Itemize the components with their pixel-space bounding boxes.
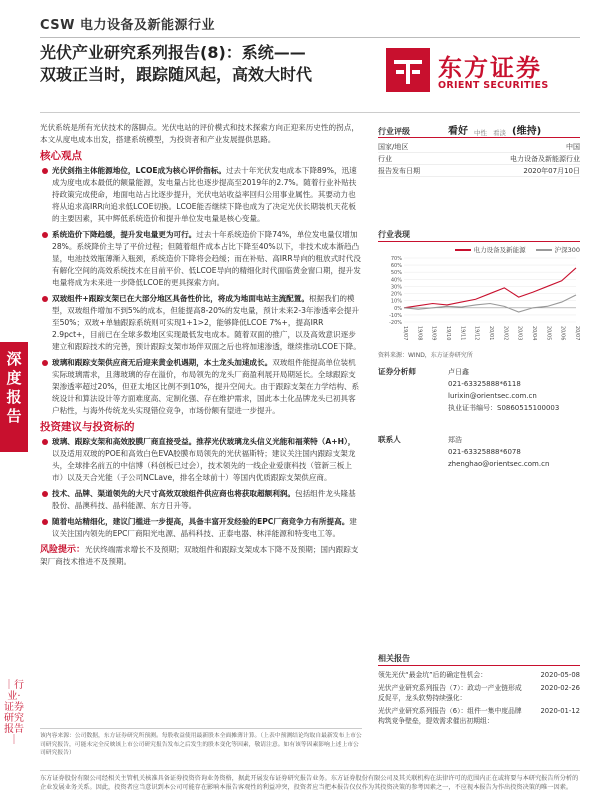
chart-source: 资料来源：WIND，东方证券研究所 (378, 352, 473, 359)
analyst-block (378, 366, 580, 414)
y-tick-label: 60% (390, 263, 402, 270)
invest-bullet-1 (40, 436, 362, 484)
y-tick-label: -20% (389, 320, 402, 326)
bullet-lead: 玻璃、跟踪支架和高效胶膜厂商直接受益。推荐光伏玻璃龙头信义光能和福莱特（A+H）， (52, 437, 356, 446)
related-reports (378, 652, 580, 729)
x-tick-label: 20/07 (574, 326, 580, 341)
contact-name: 郑浩 (448, 436, 462, 444)
bullet-lead: 技术、品牌、渠道领先的大尺寸高效双玻组件供应商也将获取超额利润。 (52, 489, 295, 498)
bullet-text: 建议关注国内领先的EPC厂商阳光电源、晶科科技、正泰电器、林洋能源和特变电工等。 (52, 517, 357, 538)
intro-paragraph: 光伏系统是所有光伏技术的落脚点。光伏电站的评价模式和技术探索方向正迎来历史性的拐点，本文从度电成本出发，搭建系统模型，为投资者和产业发展提供思路。 (40, 123, 359, 144)
related-item[interactable] (378, 670, 580, 680)
side-tag-line-2: 报告 (6, 388, 22, 425)
x-tick-label: 20/03 (516, 326, 523, 341)
analyst-email[interactable]: lurixin@orientsec.com.cn (448, 392, 537, 400)
related-title: 光伏产业研究系列报告（6）：组件一集中度品牌构筑竞争壁垒，提效需求催出初期组： (378, 707, 522, 725)
x-tick-label: 19/10 (445, 326, 451, 341)
y-tick-label: 20% (390, 291, 402, 298)
info-value: 2020年07月10日 (523, 167, 580, 175)
side-tag (0, 342, 28, 452)
report-title (40, 42, 360, 86)
info-table (378, 141, 580, 177)
legend-label-a: 电力设备及新能源 (473, 246, 526, 254)
bullet-dot-icon (42, 168, 48, 174)
bullet-lead: 双玻组件+跟踪支架已在大部分地区具备性价比，将成为地面电站主流配置。 (52, 294, 309, 303)
related-heading: 相关报告 (378, 652, 580, 666)
rating-status: (维持) (512, 126, 542, 137)
related-date: 2020-02-26 (540, 684, 580, 692)
info-key: 报告发布日期 (378, 167, 420, 175)
performance-chart (378, 254, 580, 346)
legend-item-b (536, 245, 580, 254)
bullet-text: 过去十年光伏发电成本下降89%，迅速成为度电成本最低的额量能源，发电量占比也逐步提高至2019年的2.7%。随着行业补贴扶持政策完成使命，地面电站占比逐步提升，光伏电站收益率回归公用事业属性。其要动力也将从追求高IRR向追求低LCOE切换。LCOE能否继续下降也成为了决定光伏长期装机天花板的主要因素，其中辉低系统造价和提升单位发电量是核心变量。 (52, 166, 357, 223)
bullet-text: 包括组件龙头隆基股份、晶澳科技、晶科能源、东方日升等。 (52, 489, 356, 510)
risk-text: 光伏终端需求增长不及预期；双玻组件和跟踪支架成本下降不及预期；国内跟踪支架厂商技术推进不及预期。 (40, 545, 359, 566)
logo-text-en: ORIENT SECURITIES (438, 80, 549, 91)
core-bullet-1 (40, 165, 362, 225)
bullet-dot-icon (42, 360, 48, 366)
contact-label: 联系人 (378, 435, 401, 444)
rating-row (378, 122, 580, 138)
bullet-text: 双玻组件能提高单位装机实际玻璃需求，且薄玻璃的存在溢价，布局领先的龙头厂商盈利展开局期延长。全球跟踪支架渗透率超过20%，但亚太地区比例不到10%，提升空间大。由于跟踪支架在力学结构、系统设计和算法设计等方面难度高、定制化强、存在维护需求，国此本土化品牌龙头已初具客户粘性，与海外传统龙头实现错位竞争，市场份额有望进一步提升。 (52, 358, 360, 415)
legend-item-a (455, 245, 526, 254)
related-item[interactable] (378, 683, 580, 703)
bullet-lead: 光伏剑指主体能源地位，LCOE成为核心评价指标。 (52, 166, 226, 175)
bullet-text: 根据我们的模型，双玻组件增加不到5%的成本，但能提高8-20%的发电量，预计未来2-3年渗透率会提升至50%；双玻+单轴跟踪系统则可实现1+1>2，能够降低LCOE 7%+，提高IRR 2.9pct+，目前已在全球多数地区实现最低发电成本。随着双面的推广，以及高效意识逐步建立和跟踪技术的完善，预计跟踪支架市场伴双面之后也将加速渗透，继续推动LCOE下降。 (52, 294, 361, 351)
analyst-name: 卢日鑫 (448, 368, 469, 376)
invest-heading: 投资建议与投资标的 (40, 421, 135, 433)
data-disclaimer: 该内容来源：公司数据，东方证券研究所预测。每股收益使用最新股本全面摊薄计算。（上表中预测结论均取自最新发布上市公司研究报告，可能未完全反映该上市公司研究报告发布之后发生的股本变化等因素，敬请注意。如有该等因素影响上述上市公司研究报告） (40, 728, 362, 758)
y-tick-label: 70% (390, 256, 402, 262)
x-tick-label: 19/12 (473, 326, 480, 341)
industry-performance (378, 228, 580, 359)
title-divider (40, 112, 580, 113)
orient-logo-icon (386, 48, 430, 92)
bullet-text: 过去十年系统造价下降74%，单位发电量仅增加28%。系统降价主导了平价过程；但随着组件成本占比下降至40%以下，非技术成本渐趋凸显，电池技效瓶薄渐入瓶颈，系统造价下降将会趋缓；而在补贴、高IRR导向的粗放式时代没有解化空间的高效系统技术在目前平价、低LCOE导向的精细化时代面临黄金窗口期，提升发电量将成为未来进一步降低LCOE的更具探索方向。 (52, 230, 361, 287)
risk-label: 风险提示： (40, 545, 86, 555)
info-key: 国家/地区 (378, 143, 409, 151)
info-row (378, 165, 580, 177)
info-value: 中国 (566, 143, 580, 151)
title-line-1: 光伏产业研究系列报告(8)：系统—— (40, 43, 306, 62)
x-tick-label: 20/02 (502, 326, 509, 341)
report-category: CSW 电力设备及新能源行业 (40, 18, 216, 33)
x-tick-label: 19/08 (416, 326, 423, 341)
y-tick-label: 10% (390, 298, 402, 305)
info-row (378, 141, 580, 153)
info-value: 电力设备及新能源行业 (510, 155, 580, 163)
logo-text-cn: 东方证券 (438, 54, 542, 82)
bullet-lead: 玻璃和跟踪支架供应商无后迎来黄金机遇期，本土龙头加速成长。 (52, 358, 273, 367)
legend-label-b: 沪深300 (554, 246, 580, 254)
analyst-label: 证券分析师 (378, 367, 416, 376)
core-bullet-4 (40, 357, 362, 417)
rating-label: 行业评级 (378, 127, 410, 136)
side-tag-line-1: 深度 (6, 350, 22, 387)
main-content (40, 122, 362, 568)
bullet-lead: 随着电站精细化，建议门槛进一步提高，具备丰富开发经验的EPC厂商竞争力有所提高。 (52, 517, 350, 526)
core-views-heading: 核心观点 (40, 150, 82, 162)
x-tick-label: 19/09 (430, 326, 437, 341)
invest-list (40, 436, 362, 540)
related-item[interactable] (378, 706, 580, 726)
bullet-dot-icon (42, 519, 48, 525)
y-tick-label: 40% (390, 277, 402, 284)
core-bullet-2 (40, 229, 362, 289)
info-key: 行业 (378, 155, 392, 163)
bullet-lead: 系统造价下降趋缓，提升发电量更为可行。 (52, 230, 197, 239)
footer-disclaimer: 东方证券股份有限公司经相关主管机关核准具备证券投资咨询业务资格，据此开展发布证券研究报告业务。东方证券股份有限公司及其关联机构在法律许可的范围内正在或将要与本研究报告所分析的企业发展业务关系。因此，投资者应当意识到本公司可能存在影响本报告客观性的利益冲突，投资者应当把本报告仅仅作为其投资决策的参考因素之一，不应视本报告为作出投资决策的唯一因素。 (40, 770, 580, 792)
related-list (378, 670, 580, 726)
legend-swatch-b (536, 249, 552, 251)
bullet-dot-icon (42, 296, 48, 302)
rating-scale (448, 122, 541, 137)
legend-swatch-a (455, 249, 471, 251)
y-tick-label: 30% (390, 284, 402, 291)
invest-bullet-2 (40, 488, 362, 512)
core-bullet-3 (40, 293, 362, 353)
side-label: ｜行业·证券研究报告｜ (4, 680, 24, 746)
contact-email[interactable]: zhenghao@orientsec.com.cn (448, 460, 550, 468)
y-tick-label: 50% (390, 270, 402, 277)
related-date: 2020-01-12 (540, 707, 580, 715)
related-title: 领先光伏“最金坑”后的确定性机会： (378, 671, 487, 679)
rating-selected: 看好 (448, 126, 468, 137)
chart-legend (378, 245, 580, 254)
company-logo (372, 42, 580, 102)
rating-negative: 看淡 (493, 129, 506, 137)
x-tick-label: 19/11 (459, 326, 466, 341)
contact-phone: 021-63325888*6078 (448, 448, 521, 456)
bullet-dot-icon (42, 491, 48, 497)
bullet-text: 以及适用双玻的POE和高效白色EVA胶膜布局领先的光伏福斯特；建议关注国内跟踪支架龙头，全球排名前五的中信博（科创板已过会），技术领先的一线企业爱康科技（管新三板上市）以及天合光能（子公司NCLave，排名全球前十）等国内优质跟踪支架供应商。 (52, 449, 356, 482)
risk-warning (40, 544, 362, 568)
rating-neutral: 中性 (474, 129, 487, 137)
contact-block (378, 434, 580, 470)
x-tick-label: 20/04 (531, 326, 537, 341)
core-views-list (40, 165, 362, 417)
analyst-cert: 执业证书编号：S0860515100003 (448, 404, 560, 412)
series-line-industry (404, 268, 576, 308)
y-tick-label: 0% (394, 305, 402, 312)
title-line-2: 双玻正当时，跟踪随风起，高效大时代 (40, 65, 313, 84)
bullet-dot-icon (42, 232, 48, 238)
related-title: 光伏产业研究系列报告（7）：政动一产业链形成反促平，龙头软势持续强化： (378, 684, 522, 702)
y-tick-label: -10% (389, 312, 402, 319)
analyst-phone: 021-63325888*6118 (448, 380, 521, 388)
performance-heading: 行业表现 (378, 228, 580, 242)
invest-bullet-3 (40, 516, 362, 540)
analyst-details (448, 366, 559, 414)
info-row (378, 153, 580, 165)
bullet-dot-icon (42, 439, 48, 445)
related-date: 2020-05-08 (540, 671, 580, 679)
header-bar (40, 14, 580, 38)
x-tick-label: 19/07 (402, 326, 408, 341)
x-tick-label: 20/05 (545, 326, 552, 341)
x-tick-label: 20/06 (559, 326, 566, 341)
contact-details (448, 434, 549, 470)
x-tick-label: 20/01 (488, 326, 494, 341)
